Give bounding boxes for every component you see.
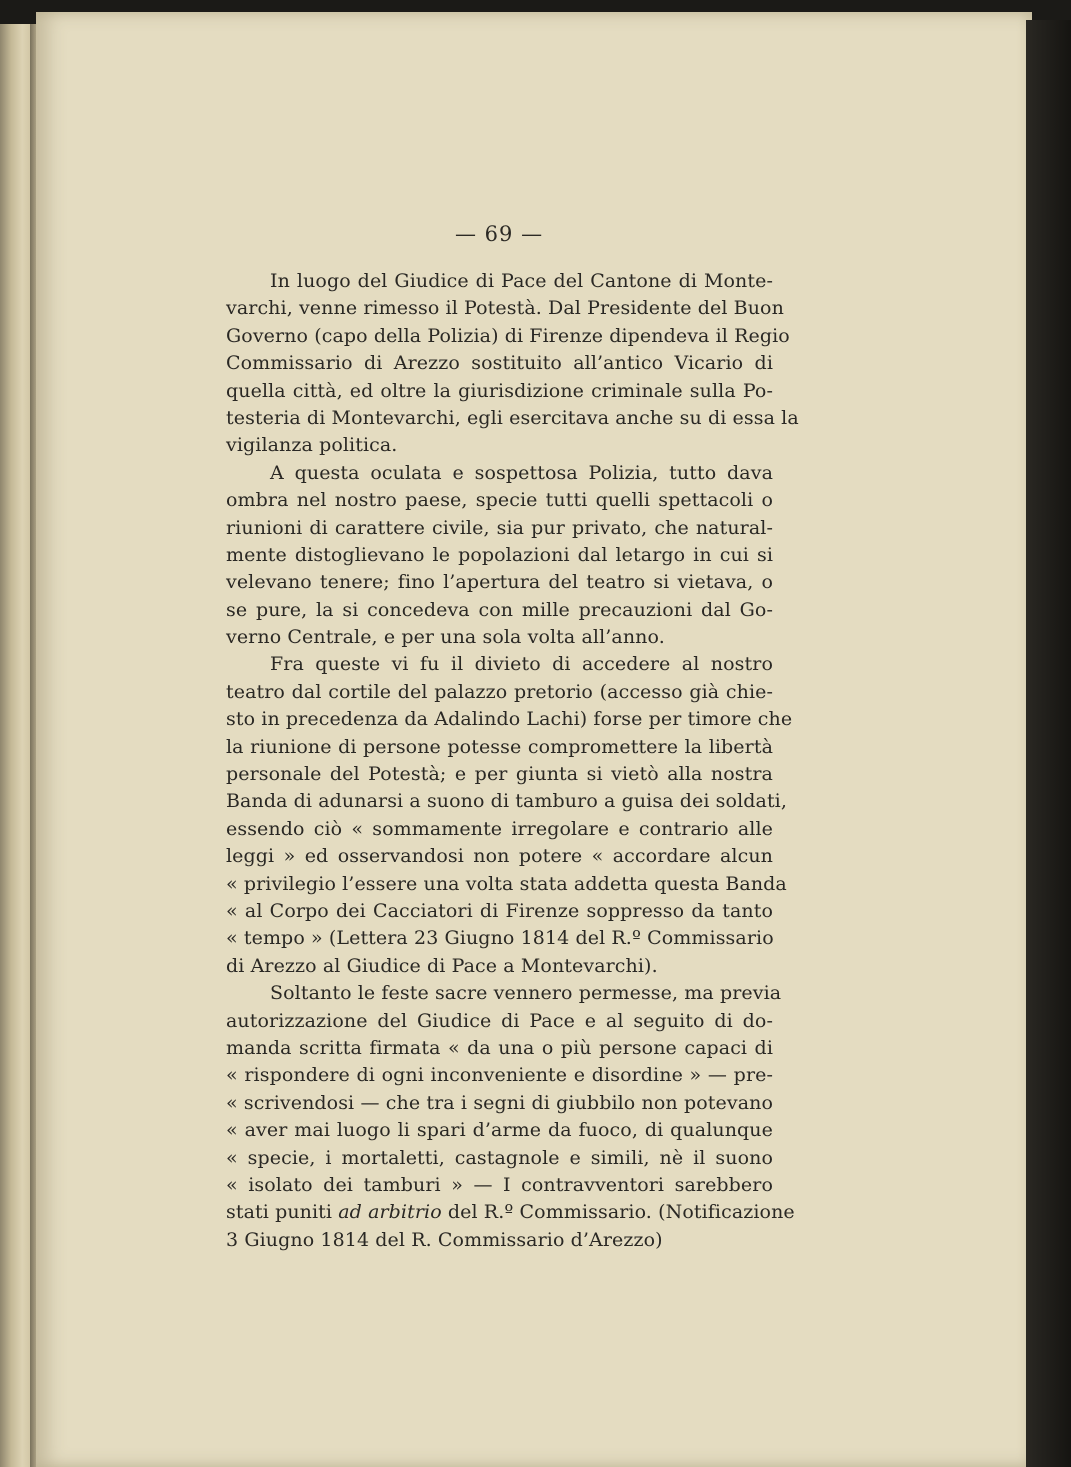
text-line: In luogo del Giudice di Pace del Cantone di Monte-	[270, 270, 773, 292]
text-line: « specie, i mortaletti, castagnole e simili, nè il suono	[226, 1146, 773, 1169]
body-text	[226, 268, 799, 1254]
text-line: Governo (capo della Polizia) di Firenze dipendeva il Regio	[226, 324, 790, 347]
text-line: autorizzazione del Giudice di Pace e al seguito di do-	[226, 1009, 773, 1032]
text-line: sto in precedenza da Adalindo Lachi) forse per timore che	[226, 708, 793, 731]
text-line: testeria di Montevarchi, egli esercitava anche su di essa la	[226, 406, 799, 429]
text-line: riunioni di carattere civile, sia pur privato, che natural-	[226, 516, 773, 539]
text-line: essendo ciò « sommamente irregolare e contrario alle	[226, 817, 773, 840]
text-line: 3 Giugno 1814 del R. Commissario d’Arezzo)	[226, 1228, 663, 1251]
text-line: teatro dal cortile del palazzo pretorio (accesso già chie-	[226, 680, 773, 703]
text-line: Banda di adunarsi a suono di tamburo a guisa dei soldati,	[226, 790, 787, 813]
text-line: quella città, ed oltre la giurisdizione criminale sulla Po-	[226, 379, 773, 402]
text-line: di Arezzo al Giudice di Pace a Montevarchi).	[226, 954, 658, 977]
text-line: varchi, venne rimesso il Potestà. Dal Presidente del Buon	[226, 297, 784, 320]
text-line: se pure, la si concedeva con mille precauzioni dal Go-	[226, 598, 773, 621]
text-line: velevano tenere; fino l’apertura del teatro si vietava, o	[226, 571, 773, 594]
text-line: la riunione di persone potesse compromettere la libertà	[226, 735, 773, 758]
text-line: vigilanza politica.	[226, 434, 398, 457]
text-line: mente distoglievano le popolazioni dal letargo in cui si	[226, 543, 773, 566]
text-line: « al Corpo dei Cacciatori di Firenze soppresso da tanto	[226, 899, 773, 922]
text-line: « aver mai luogo li spari d’arme da fuoco, di qualunque	[226, 1119, 773, 1142]
text-line: « tempo » (Lettera 23 Giugno 1814 del R.º Commissario	[226, 927, 774, 950]
text-line: ombra nel nostro paese, specie tutti quelli spettacoli o	[226, 489, 773, 512]
text-line: Fra queste vi fu il divieto di accedere al nostro	[270, 653, 773, 676]
text-line: Commissario di Arezzo sostituito all’antico Vicario di	[226, 352, 773, 375]
text-line: personale del Potestà; e per giunta si vietò alla nostra	[226, 763, 773, 786]
text-line: « isolato dei tamburi » — I contravventori sarebbero	[226, 1173, 773, 1196]
text-line: A questa oculata e sospettosa Polizia, tutto dava	[270, 461, 773, 484]
page-number: — 69 —	[455, 222, 544, 246]
text-line: stati puniti ad arbitrio del R.º Commissario. (Notificazione	[226, 1201, 795, 1224]
page-right-edge	[1026, 20, 1071, 1467]
text-line: « privilegio l’essere una volta stata addetta questa Banda	[226, 872, 787, 895]
left-page-edge	[0, 24, 32, 1467]
text-line: manda scritta firmata « da una o più persone capaci di	[226, 1036, 773, 1059]
text-line: leggi » ed osservandosi non potere « accordare alcun	[226, 845, 773, 868]
text-line: « scrivendosi — che tra i segni di giubbilo non potevano	[226, 1091, 773, 1114]
italic-phrase: ad arbitrio	[338, 1201, 442, 1224]
text-line: Soltanto le feste sacre vennero permesse, ma previa	[270, 982, 782, 1005]
text-line: verno Centrale, e per una sola volta all’anno.	[226, 626, 665, 649]
text-line: « rispondere di ogni inconveniente e disordine » — pre-	[226, 1064, 773, 1087]
